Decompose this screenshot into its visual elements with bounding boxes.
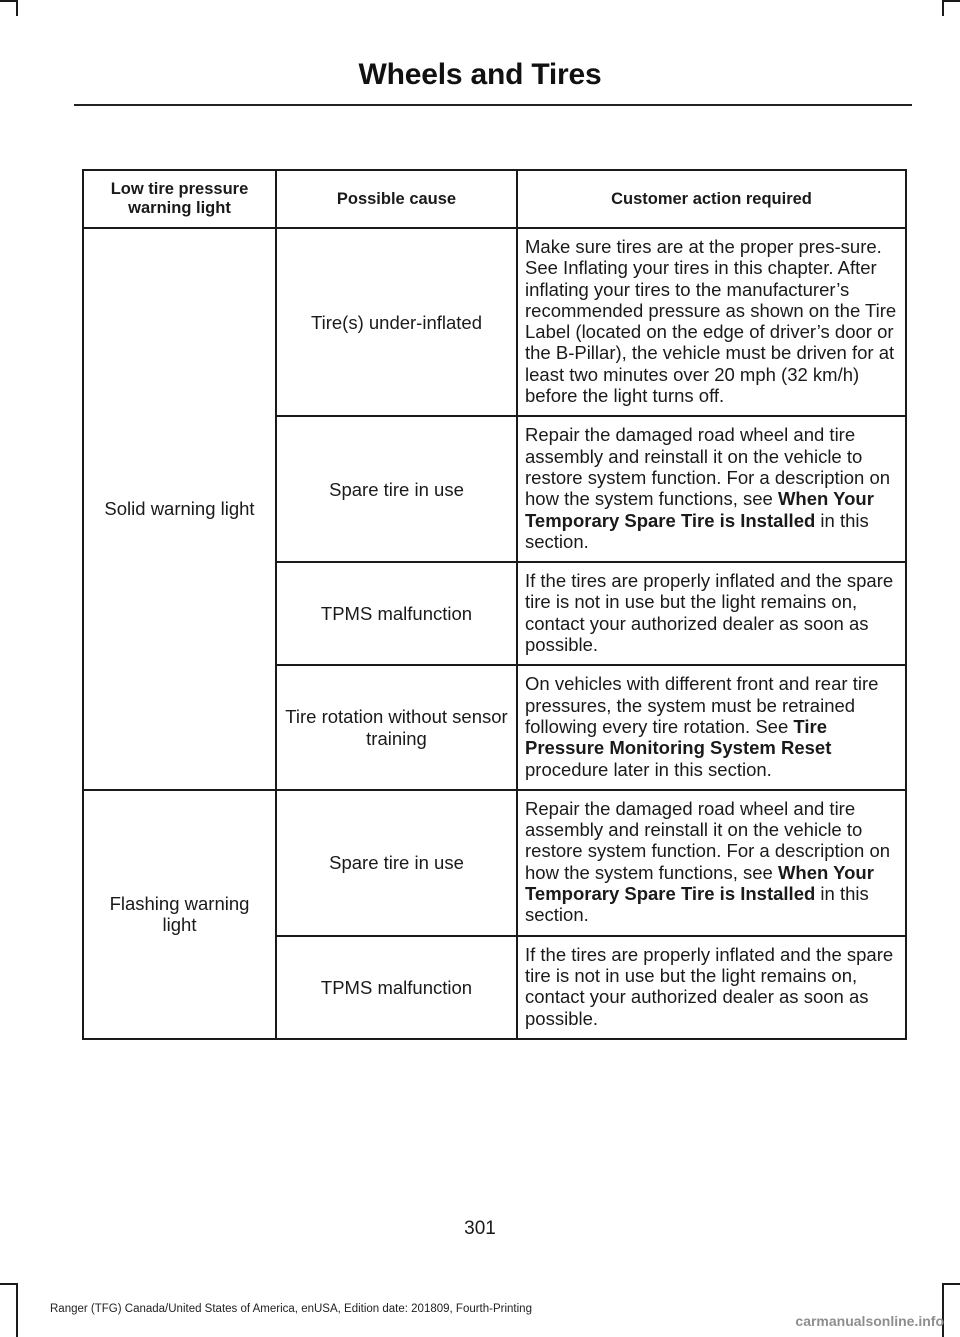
cross-reference-text: Tire Pressure Monitoring System Reset: [525, 715, 832, 759]
action-text: Make sure tires are at the proper pres-sure. See Inflating your tires in this chapter. After inflating your tires to the manufacturer’s recommended pressure as shown on the Tire Label (located on the edge of driver’s door or the B-Pillar), the vehicle must be driven for at least two minutes over 20 mph (32 km/h) before the light turns off.: [525, 236, 897, 407]
crop-mark: [0, 0, 16, 2]
page-title: Wheels and Tires: [358, 58, 602, 91]
table-row: [83, 228, 906, 416]
action-text: If the tires are properly inflated and the spare tire is not in use but the light remains on, contact your authorized dealer as soon as possible.: [525, 943, 894, 1029]
warning-light-state-cell: Flashing warning light: [83, 790, 276, 1039]
customer-action-cell: [517, 228, 906, 416]
tpms-warning-table: [82, 169, 907, 1040]
action-text: Repair the damaged road wheel and tire assembly and reinstall it on the vehicle to restore system function. For a description on how the system functions, see: [525, 424, 891, 510]
action-text: in this section.: [525, 509, 869, 552]
customer-action-cell: [517, 416, 906, 562]
column-header-warning-light: Low tire pressure warning light: [83, 170, 276, 228]
column-header-possible-cause: Possible cause: [276, 170, 517, 228]
customer-action-cell: [517, 665, 906, 789]
table-header-row: [83, 170, 906, 228]
customer-action-cell: [517, 790, 906, 936]
column-header-customer-action: Customer action required: [517, 170, 906, 228]
possible-cause-cell: TPMS malfunction: [276, 562, 517, 665]
footer-edition-text: Ranger (TFG) Canada/United States of America, enUSA, Edition date: 201809, Fourth-Printing: [50, 1303, 532, 1315]
action-text: in this section.: [525, 883, 869, 926]
customer-action-cell: [517, 936, 906, 1039]
table-row: [83, 790, 906, 936]
cross-reference-text: When Your Temporary Spare Tire is Installed: [525, 861, 874, 905]
possible-cause-cell: TPMS malfunction: [276, 936, 517, 1039]
possible-cause-cell: Tire(s) under-inflated: [276, 228, 517, 416]
page-number: 301: [464, 1218, 496, 1239]
crop-mark: [16, 0, 18, 16]
title-divider: [74, 104, 912, 106]
crop-mark: [16, 1283, 18, 1337]
crop-mark: [0, 1283, 16, 1285]
customer-action-cell: [517, 562, 906, 665]
cross-reference-text: When Your Temporary Spare Tire is Installed: [525, 488, 874, 531]
possible-cause-cell: Spare tire in use: [276, 790, 517, 936]
crop-mark: [942, 0, 944, 16]
possible-cause-cell: Spare tire in use: [276, 416, 517, 562]
possible-cause-cell: Tire rotation without sensor training: [276, 665, 517, 789]
action-text: On vehicles with different front and rear tire pressures, the system must be retrained following every tire rotation. See: [525, 673, 879, 737]
watermark: carmanualsonline.info: [795, 1313, 944, 1329]
action-text: Repair the damaged road wheel and tire assembly and reinstall it on the vehicle to restore system function. For a description on how the system functions, see: [525, 797, 891, 883]
crop-mark: [944, 1283, 960, 1285]
crop-mark: [944, 0, 960, 2]
warning-light-state-cell: Solid warning light: [83, 228, 276, 790]
table-body: [83, 228, 906, 1039]
action-text: If the tires are properly inflated and the spare tire is not in use but the light remains on, contact your authorized dealer as soon as possible.: [525, 570, 894, 656]
action-text: procedure later in this section.: [525, 758, 772, 780]
